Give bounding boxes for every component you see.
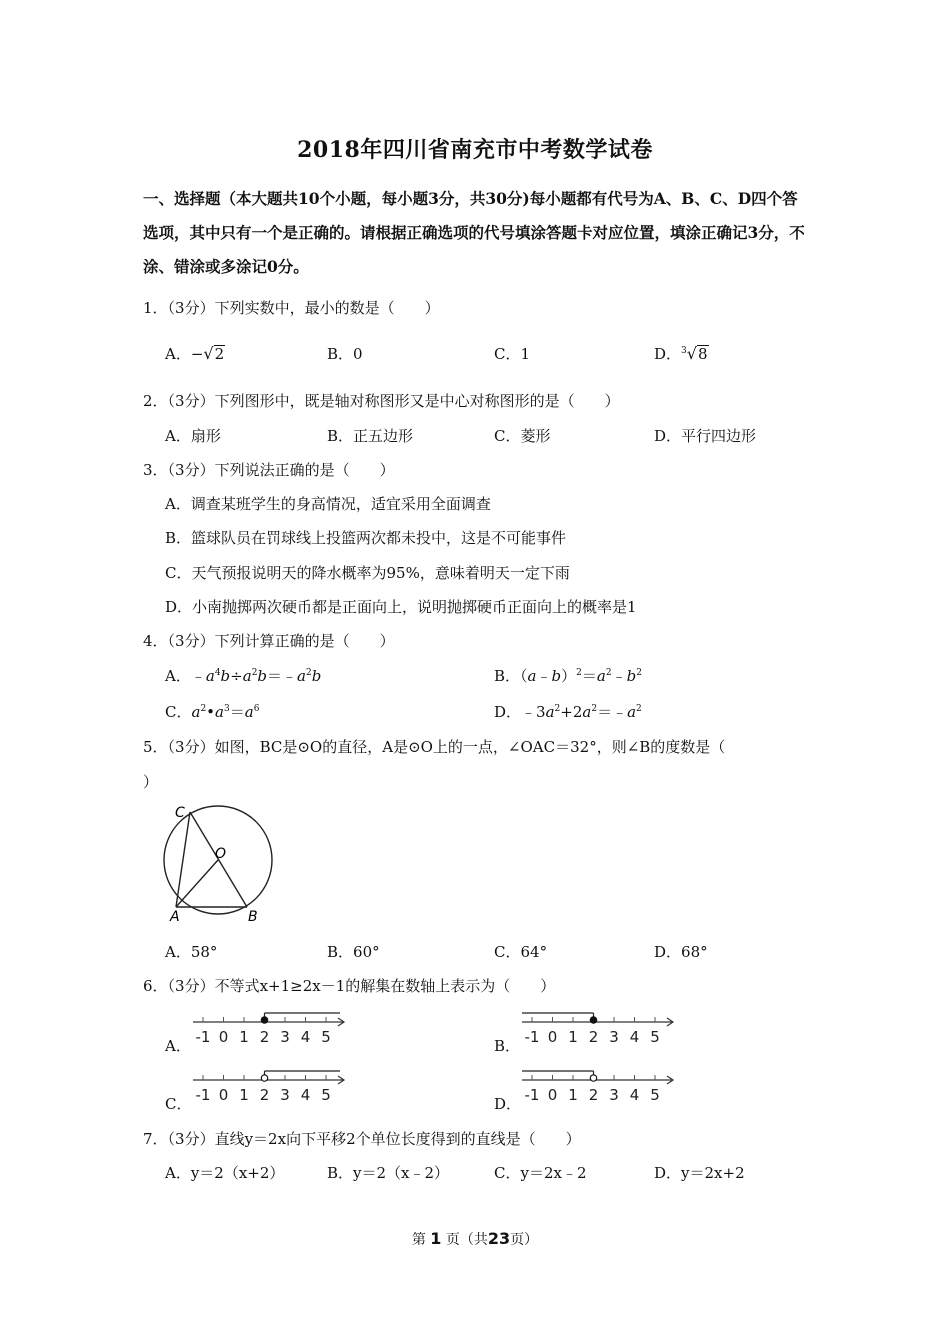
tick-label: 2	[259, 1028, 270, 1046]
tick-label: 0	[218, 1028, 229, 1046]
question-5-stem-end: ）	[143, 773, 159, 791]
q1-option-b[interactable]: B．0	[327, 345, 363, 363]
q4-option-d[interactable]: D．$﹣3a^2+2a^2=﹣a^2$	[494, 703, 642, 721]
question-6-stem: 6．（3分）不等式x+1≥2x－1的解集在数轴上表示为（ ）	[143, 977, 556, 995]
option-label: A．	[165, 345, 191, 363]
q1-option-a[interactable]: A．−√2	[165, 344, 225, 363]
tick-label: 3	[609, 1086, 619, 1104]
tick-label: 3	[280, 1028, 290, 1046]
q4-option-a[interactable]: A．$﹣a^4b\div a^2b=﹣a^2b$	[165, 667, 322, 685]
q7-option-c[interactable]: C．y＝2x﹣2	[494, 1164, 587, 1182]
tick-label: 1	[568, 1086, 578, 1104]
tick-label: 0	[547, 1086, 558, 1104]
q3-option-d[interactable]: D．小南抛掷两次硬币都是正面向上，说明抛掷硬币正面向上的概率是1	[165, 598, 637, 616]
q3-option-a[interactable]: A．调查某班学生的身高情况，适宜采用全面调查	[165, 495, 491, 513]
q1-option-d[interactable]: D．$^3$√8	[654, 344, 708, 363]
tick-label: 1	[568, 1028, 578, 1046]
number-line-c	[193, 1066, 353, 1108]
q4-option-b[interactable]: B．$(a﹣b)^2=a^2﹣b^2$	[494, 667, 642, 685]
q5-option-a[interactable]: A．58°	[165, 943, 218, 961]
q6-option-b-label[interactable]: B．	[494, 1037, 521, 1055]
tick-label: 5	[650, 1086, 660, 1104]
tick-label: 5	[321, 1086, 331, 1104]
q7-option-d[interactable]: D．y＝2x+2	[654, 1164, 745, 1182]
section-instructions: 一、选择题（本大题共10个小题，每小题3分，共30分)每小题都有代号为A、B、C、D四个答选项，其中只有一个是正确的。请根据正确选项的代号填涂答题卡对应位置，填涂正确记3分，不涂、错涂或多涂记0分。	[143, 189, 805, 276]
q1-option-c[interactable]: C．1	[494, 345, 531, 363]
open-dot	[590, 1075, 596, 1081]
option-label: A．	[165, 667, 191, 685]
tick-label: 4	[629, 1028, 640, 1046]
option-label: D．	[654, 345, 682, 363]
tick-label: -1	[524, 1086, 540, 1104]
tick-label: 3	[609, 1028, 619, 1046]
closed-dot	[261, 1017, 267, 1023]
footer-pre: 第	[411, 1232, 426, 1248]
q2-option-c[interactable]: C．菱形	[494, 427, 551, 445]
label-b: B	[248, 909, 258, 925]
label-c: C	[175, 805, 185, 821]
tick-label: 2	[259, 1086, 270, 1104]
q7-option-b[interactable]: B．y＝2（x﹣2）	[327, 1164, 450, 1182]
tick-label: 5	[321, 1028, 331, 1046]
label-a: A	[170, 909, 180, 925]
tick-label: 1	[239, 1028, 249, 1046]
question-1-stem: 1．（3分）下列实数中，最小的数是（ ）	[143, 299, 440, 317]
total-pages: 23	[487, 1229, 511, 1248]
tick-label: 2	[588, 1028, 599, 1046]
question-3-stem: 3．（3分）下列说法正确的是（ ）	[143, 461, 395, 479]
q4-option-c[interactable]: C．$a^2•a^3=a^6$	[165, 703, 260, 721]
root-index: 3	[681, 346, 687, 356]
minus-sign: −	[190, 345, 204, 363]
question-4-stem: 4．（3分）下列计算正确的是（ ）	[143, 632, 395, 650]
tick-label: -1	[524, 1028, 540, 1046]
tick-label: 4	[300, 1086, 311, 1104]
footer-post: 页）	[510, 1232, 539, 1248]
footer-mid: 页（共	[445, 1232, 488, 1248]
page-number: 1	[430, 1229, 442, 1248]
tick-label: 1	[239, 1086, 249, 1104]
question-2-stem: 2．（3分）下列图形中，既是轴对称图形又是中心对称图形的是（ ）	[143, 392, 620, 410]
q3-option-b[interactable]: B．篮球队员在罚球线上投篮两次都未投中，这是不可能事件	[165, 529, 567, 547]
q6-option-c-label[interactable]: C．	[165, 1095, 192, 1113]
page-title: 2018年四川省南充市中考数学试卷	[297, 137, 653, 163]
tick-label: -1	[195, 1028, 211, 1046]
tick-label: 3	[280, 1086, 290, 1104]
tick-label: 0	[218, 1086, 229, 1104]
question-5-stem: 5．（3分）如图，BC是⊙O的直径，A是⊙O上的一点，∠OAC＝32°，则∠B的度数是（	[143, 738, 726, 756]
q3-option-c[interactable]: C．天气预报说明天的降水概率为95%，意味着明天一定下雨	[165, 564, 570, 582]
closed-dot	[590, 1017, 596, 1023]
tick-label: 4	[300, 1028, 311, 1046]
q5-option-d[interactable]: D．68°	[654, 943, 708, 961]
option-label: D．	[494, 703, 522, 721]
q6-option-a-label[interactable]: A．	[165, 1037, 191, 1055]
option-label: C．	[165, 703, 192, 721]
label-o: O	[215, 846, 227, 862]
number-line-a	[193, 1008, 353, 1050]
tick-label: 0	[547, 1028, 558, 1046]
q2-option-a[interactable]: A．扇形	[165, 427, 221, 445]
option-label: B．	[494, 667, 521, 685]
question-7-stem: 7．（3分）直线y＝2x向下平移2个单位长度得到的直线是（ ）	[143, 1130, 581, 1148]
circle-figure	[150, 795, 290, 930]
tick-label: 2	[588, 1086, 599, 1104]
q2-option-d[interactable]: D．平行四边形	[654, 427, 757, 445]
tick-label: -1	[195, 1086, 211, 1104]
q6-option-d-label[interactable]: D．	[494, 1095, 522, 1113]
tick-label: 4	[629, 1086, 640, 1104]
q7-option-a[interactable]: A．y＝2（x+2）	[165, 1164, 285, 1182]
q5-option-b[interactable]: B．60°	[327, 943, 380, 961]
q5-option-c[interactable]: C．64°	[494, 943, 548, 961]
radicand: 8	[697, 345, 708, 363]
open-dot	[261, 1075, 267, 1081]
number-line-b	[522, 1008, 682, 1050]
page-footer	[0, 1229, 950, 1249]
q2-option-b[interactable]: B．正五边形	[327, 427, 414, 445]
tick-label: 5	[650, 1028, 660, 1046]
radicand: 2	[214, 345, 225, 363]
number-line-d	[522, 1066, 682, 1108]
